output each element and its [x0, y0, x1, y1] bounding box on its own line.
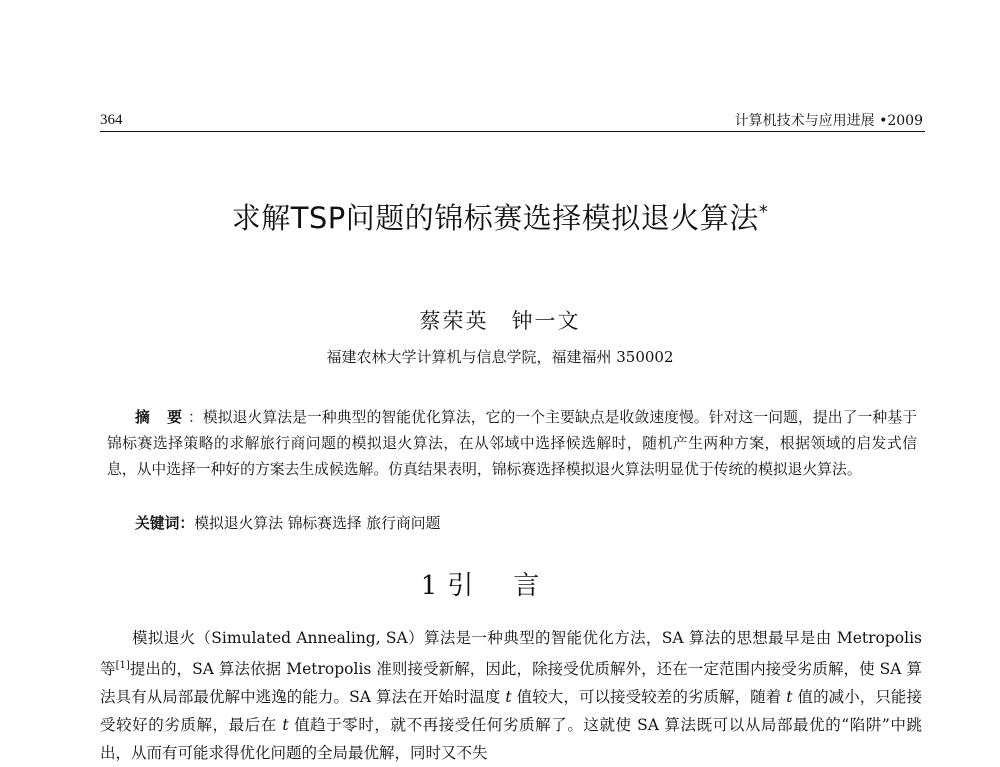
title-footnote-mark: * [758, 201, 769, 223]
body-paragraph [100, 624, 922, 767]
page-number: 364 [100, 112, 123, 128]
citation-ref: [1] [115, 660, 130, 671]
variable-t: t [786, 688, 793, 707]
variable-t: t [282, 716, 289, 735]
section-title: 引言 [447, 571, 580, 601]
header-rule [100, 131, 925, 132]
keywords [135, 512, 915, 533]
abstract-text: ：模拟退火算法是一种典型的智能优化算法，它的一个主要缺点是收敛速度慢。针对这一问题，提出了一种基于锦标赛选择策略的求解旅行商问题的模拟退火算法，在从邻域中选择候选解时，随机产生两种方案，根据领域的启发式信息，从中选择一种好的方案去生成候选解。仿真结果表明，锦标赛选择模拟退火算法明显优于传统的模拟退火算法。 [107, 409, 917, 478]
section-heading [0, 565, 1000, 602]
body-text-part2: 提出的，SA 算法依据 Metropolis 准则接受新解，因此，除接受优质解外，还在一定范围内接受劣质解，使 SA 算法具有从局部最优解中逃逸的能力。SA 算法在开始时温度 [100, 660, 922, 707]
paper-title [0, 196, 1000, 237]
authors: 蔡荣英 钟一文 [419, 309, 581, 333]
body-text-part4: 值的减小，只能接受较好的劣质解，最后在 [100, 688, 922, 735]
affiliation: 福建农林大学计算机与信息学院，福建福州 350002 [326, 348, 674, 366]
keywords-text: 模拟退火算法 锦标赛选择 旅行商问题 [194, 515, 441, 532]
variable-t: t [505, 688, 512, 707]
abstract [107, 405, 917, 483]
body-text-part5: 值趋于零时，就不再接受任何劣质解了。这就使 SA 算法既可以从局部最优的“陷阱”中跳出，从而有可能求得优化问题的全局最优解，同时又不失 [100, 716, 922, 763]
running-header [100, 110, 925, 132]
journal-name: 计算机技术与应用进展 •2009 [734, 113, 923, 129]
body-text-part3: 值较大，可以接受较差的劣质解，随着 [511, 688, 787, 707]
keywords-label: 关键词： [135, 515, 195, 532]
abstract-label: 摘 要 [135, 409, 188, 426]
paper-title-text: 求解TSP问题的锦标赛选择模拟退火算法 [231, 201, 759, 235]
body-text-part1: 模拟退火（Simulated Annealing, SA）算法是一种典型的智能优化方法，SA 算法的思想最早是由 Metropolis 等 [100, 629, 922, 679]
section-number: 1 [420, 571, 438, 601]
